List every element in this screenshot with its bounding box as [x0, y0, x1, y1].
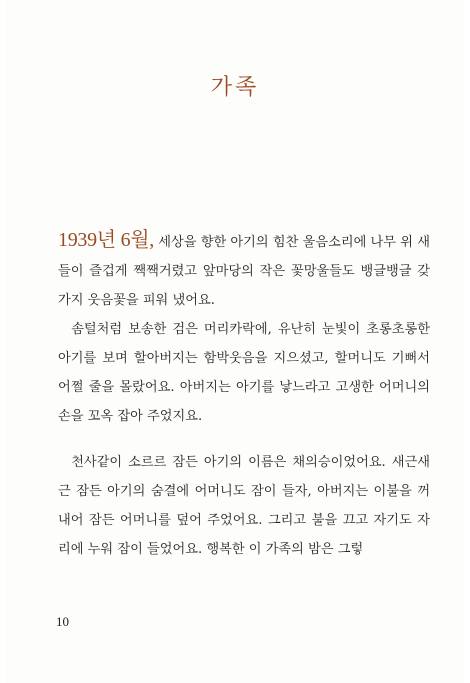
paragraph-night: 천사같이 소르르 잠든 아기의 이름은 채의승이었어요. 새근새근 잠든 아기의 숨결에 어머니도 잠이 들자, 아버지는 이불을 꺼내어 잠든 어머니를 덮어 주었어요. 그리고 불을 끄고 자기도 자리에 누워 잠이 들었어요. 행복한 이 가족의 밤은 그렇	[58, 455, 430, 557]
lead-date: 1939년 6월,	[58, 229, 154, 251]
paragraph-family-joy: 솜털처럼 보송한 검은 머리카락에, 유난히 눈빛이 초롱초롱한 아기를 보며 할아버지는 함박웃음을 지으셨고, 할머니도 기뻐서 어쩔 줄을 몰랐어요. 아버지는 아기를 낳느라고 고생한 어머니의 손을 꼬옥 잡아 주었지요.	[58, 322, 430, 424]
paragraph-birth	[58, 226, 430, 315]
paragraph-birth-text: 세상을 향한 아기의 힘찬 울음소리에 나무 위 새들이 즐겁게 짹짹거렸고 앞마당의 작은 꽃망울들도 뱅글뱅글 갖가지 웃음꽃을 피워 냈어요.	[58, 235, 430, 308]
book-page	[6, 0, 464, 683]
text-block-top	[58, 226, 430, 431]
text-block-bottom	[58, 448, 430, 564]
page-number: 10	[56, 614, 69, 629]
chapter-title: 가족	[210, 75, 260, 100]
